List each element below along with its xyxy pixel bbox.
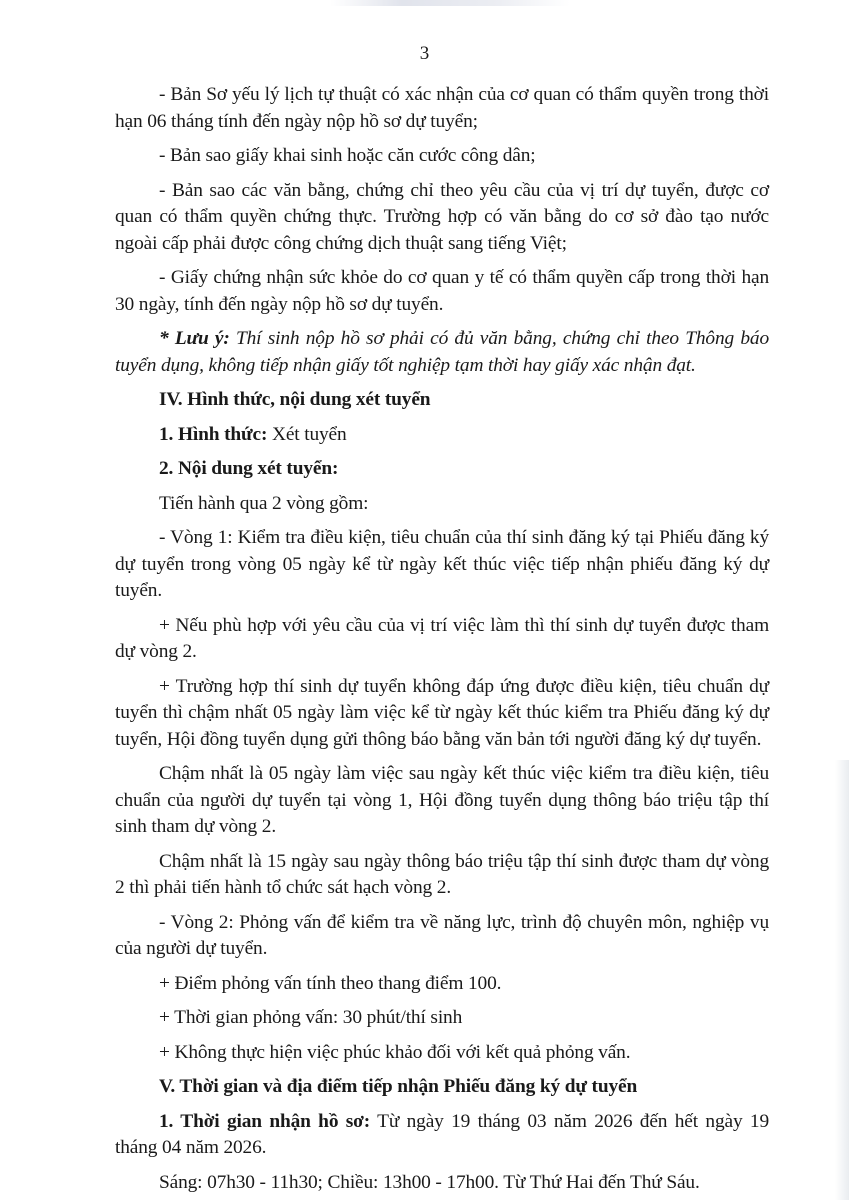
paragraph-vong-2: - Vòng 2: Phỏng vấn để kiểm tra về năng lực, trình độ chuyên môn, nghiệp vụ của người dự tuyển. [115, 911, 769, 959]
paragraph-phuc-khao: + Không thực hiện việc phúc khảo đối với kết quả phỏng vấn. [159, 1041, 631, 1063]
section-heading-v: V. Thời gian và địa điểm tiếp nhận Phiếu đăng ký dự tuyển [159, 1076, 638, 1097]
paragraph-thoi-gian-phong-van: + Thời gian phỏng vấn: 30 phút/thí sinh [159, 1007, 463, 1028]
paragraph-vong-1-phu-hop: + Nếu phù hợp với yêu cầu của vị trí việc làm thì thí sinh dự tuyển được tham dự vòng 2. [115, 614, 769, 662]
document-body [115, 82, 769, 1204]
note-text: Thí sinh nộp hồ sơ phải có đủ văn bằng, chứng chỉ theo Thông báo tuyển dụng, không tiếp nhận giấy tốt nghiệp tạm thời hay giấy xác nhận đạt. [115, 328, 769, 376]
note-label: * Lưu ý: [159, 328, 230, 349]
paragraph-vong-1-khong-dap-ung: + Trường hợp thí sinh dự tuyển không đáp ứng được điều kiện, tiêu chuẩn dự tuyển thì chậm nhất 05 ngày làm việc kể từ ngày kết thúc kiểm tra Phiếu đăng ký dự tuyển, Hội đồng tuyển dụng gửi thông báo bằng văn bản tới người đăng ký dự tuyển. [115, 675, 769, 750]
subheading-noi-dung: 2. Nội dung xét tuyển: [159, 458, 339, 479]
thoi-gian-nhan-label: 1. Thời gian nhận hồ sơ: [159, 1110, 371, 1132]
hinh-thuc-value: Xét tuyển [267, 423, 347, 445]
scan-edge-shadow [835, 760, 849, 1200]
paragraph-trieu-tap: Chậm nhất là 05 ngày làm việc sau ngày kết thúc việc kiểm tra điều kiện, tiêu chuẩn của người dự tuyển tại vòng 1, Hội đồng tuyển dụng thông báo triệu tập thí sinh tham dự vòng 2. [115, 763, 769, 837]
note-paragraph [115, 326, 769, 379]
page-number: 3 [419, 43, 430, 64]
paragraph-van-bang: - Bản sao các văn bằng, chứng chỉ theo yêu cầu của vị trí dự tuyển, được cơ quan có thẩm quyền chứng thực. Trường hợp có văn bằng do cơ sở đào tạo nước ngoài cấp phải được công chứng dịch thuật sang tiếng Việt; [115, 179, 769, 254]
paragraph-sat-hach: Chậm nhất là 15 ngày sau ngày thông báo triệu tập thí sinh được tham dự vòng 2 thì phải tiến hành tổ chức sát hạch vòng 2. [115, 850, 769, 898]
paragraph-giay-suc-khoe: - Giấy chứng nhận sức khỏe do cơ quan y tế có thẩm quyền cấp trong thời hạn 30 ngày, tính đến ngày nộp hồ sơ dự tuyển. [115, 267, 769, 315]
paragraph-tien-hanh: Tiến hành qua 2 vòng gồm: [159, 492, 369, 514]
paragraph-vong-1: - Vòng 1: Kiểm tra điều kiện, tiêu chuẩn của thí sinh đăng ký tại Phiếu đăng ký dự tuyển trong vòng 05 ngày kể từ ngày kết thúc việc tiếp nhận phiếu đăng ký dự tuyển. [115, 527, 769, 601]
section-heading-iv: IV. Hình thức, nội dung xét tuyển [159, 389, 431, 410]
paragraph-hinh-thuc [115, 422, 769, 449]
scan-artifact [330, 0, 570, 6]
paragraph-thoi-gian-nhan-ho-so [115, 1109, 769, 1162]
thoi-gian-nhan-value: Từ ngày 19 tháng 03 năm 2026 đến hết ngày 19 tháng 04 năm 2026. [115, 1110, 769, 1158]
paragraph-thang-diem: + Điểm phỏng vấn tính theo thang điểm 100. [159, 972, 502, 994]
paragraph-giay-khai-sinh: - Bản sao giấy khai sinh hoặc căn cước công dân; [159, 145, 536, 166]
hinh-thuc-label: 1. Hình thức: [159, 423, 268, 445]
paragraph-gio-lam-viec: Sáng: 07h30 - 11h30; Chiều: 13h00 - 17h00. Từ Thứ Hai đến Thứ Sáu. [159, 1171, 700, 1193]
paragraph-so-yeu-ly-lich: - Bản Sơ yếu lý lịch tự thuật có xác nhận của cơ quan có thẩm quyền trong thời hạn 06 tháng tính đến ngày nộp hồ sơ dự tuyển; [115, 84, 769, 132]
